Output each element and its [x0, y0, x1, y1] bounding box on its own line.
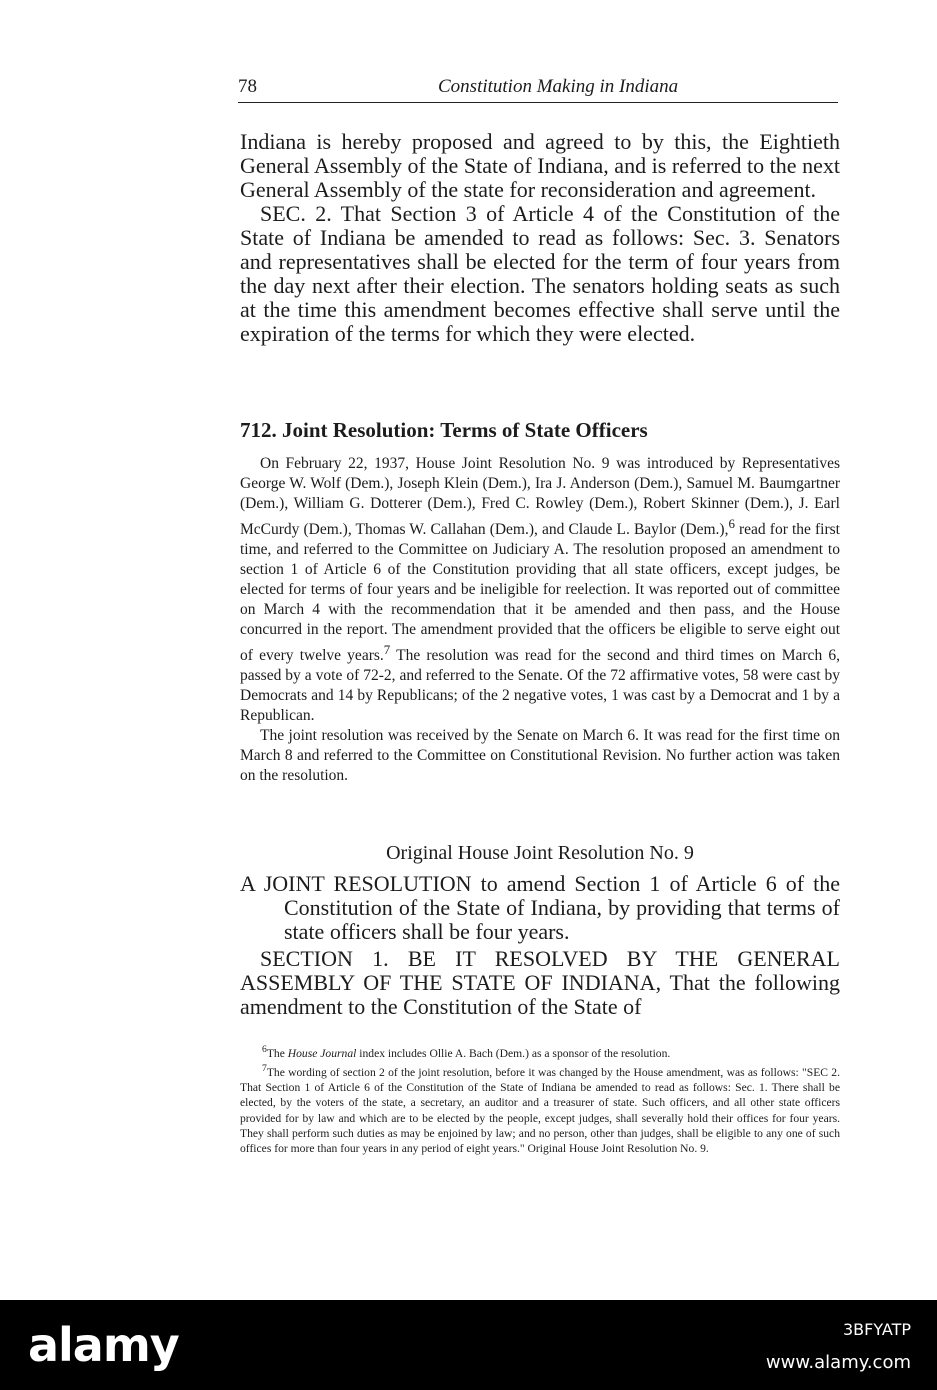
footnote-ref-7: 7 [383, 642, 391, 658]
history-text-1: On February 22, 1937, House Joint Resolution No. 9 was introduced by Representatives George W. Wolf (Dem.), Joseph Klein (Dem.), Ira J. Anderson (Dem.), Samuel M. Baumgartner (Dem.), William G. Dotterer (Dem.), Fred C. Rowley (Dem.), Robert Skinner (Dem.), J. Earl McCurdy (Dem.), Thomas W. Callahan (Dem.), and Claude L. Baylor (Dem.), [240, 455, 840, 539]
footnote-6-post: index includes Ollie A. Bach (Dem.) as a sponsor of the resolution. [356, 1046, 671, 1060]
original-resolution-body [240, 872, 840, 1019]
alamy-logo: alamy [28, 1318, 179, 1372]
stock-image-id: 3BFYATP [842, 1320, 911, 1339]
watermark-bar [0, 1300, 937, 1390]
footnotes [240, 1042, 840, 1156]
history-text-2: read for the first time, and referred to the Committee on Judiciary A. The resolution proposed an amendment to section 1 of Article 6 of the Constitution providing that all state officers, except judges, be elected for terms of four years and be ineligible for reelection. It was reported out of committee on March 4 with the recommendation that it be amended and then pass, and the House concurred in the report. The amendment provided that the officers be eligible to serve eight out of every twelve years. [240, 521, 840, 665]
footnote-7 [240, 1061, 840, 1156]
history-text-3: The resolution was read for the second and third times on March 6, passed by a vote of 72-2, and referred to the Senate. Of the 72 affirmative votes, 58 were cast by Democrats and 14 by Republicans; of the 2 negative votes, 1 was cast by a Democrat and 1 by a Republican. [240, 647, 840, 725]
section-body [240, 454, 840, 786]
footnote-6 [240, 1042, 840, 1061]
running-head [238, 76, 838, 103]
top-text [240, 130, 840, 346]
sec2-paragraph: SEC. 2. That Section 3 of Article 4 of the Constitution of the State of Indiana be amended to read as follows: Sec. 3. Senators and representatives shall be elected for the term of four years from the day next after their election. The senators holding seats as such at the time this amendment becomes effective shall serve until the expiration of the terms for which they were elected. [240, 201, 840, 346]
running-title: Constitution Making in Indiana [438, 76, 679, 97]
senate-paragraph: The joint resolution was received by the Senate on March 6. It was read for the first time on March 8 and referred to the Committee on Constitutional Revision. No further action was taken on the resolution. [240, 727, 840, 785]
section-heading: 712. Joint Resolution: Terms of State Officers [240, 418, 648, 442]
footnote-6-pre: The [266, 1046, 288, 1060]
footnote-6-italic: House Journal [287, 1046, 357, 1060]
page-number: 78 [238, 76, 257, 97]
footnote-ref-6: 6 [728, 516, 735, 531]
original-resolution-title: Original House Joint Resolution No. 9 [386, 842, 694, 864]
continuation-paragraph: Indiana is hereby proposed and agreed to by this, the Eightieth General Assembly of the State of Indiana, and is referred to the next General Assembly of the state for reconsideration and agreement. [240, 129, 840, 202]
history-paragraph [240, 454, 840, 726]
footnote-7-text: The wording of section 2 of the joint resolution, before it was changed by the House amendment, was as follows: "SEC 2. That Section 1 of Article 6 of the Constitution of the State of Indiana be amended to read as follows: Sec. 1. There shall be elected, by the voters of the state, a secretary, an auditor and a treasurer of state. Such officers, and all other state officers provided for by law and which are to be elected by the people, except judges, shall severally hold their offices for four years. They shall perform such duties as may be enjoined by law; and no person, other than judges, shall be eligible to any one of such offices for more than four years in any period of eight years." Original House Joint Resolution No. 9. [240, 1065, 840, 1155]
footnote-6-mark: 6 [262, 1044, 267, 1055]
section1-text: SECTION 1. BE IT RESOLVED BY THE GENERAL ASSEMBLY OF THE STATE OF INDIANA, That the following amendment to the Constitution of the State of [240, 946, 840, 1019]
joint-resolution-text: A JOINT RESOLUTION to amend Section 1 of Article 6 of the Constitution of the State of Indiana, by providing that terms of state officers shall be four years. [240, 871, 840, 944]
footnote-7-mark: 7 [262, 1063, 267, 1075]
site-url: www.alamy.com [765, 1352, 911, 1373]
